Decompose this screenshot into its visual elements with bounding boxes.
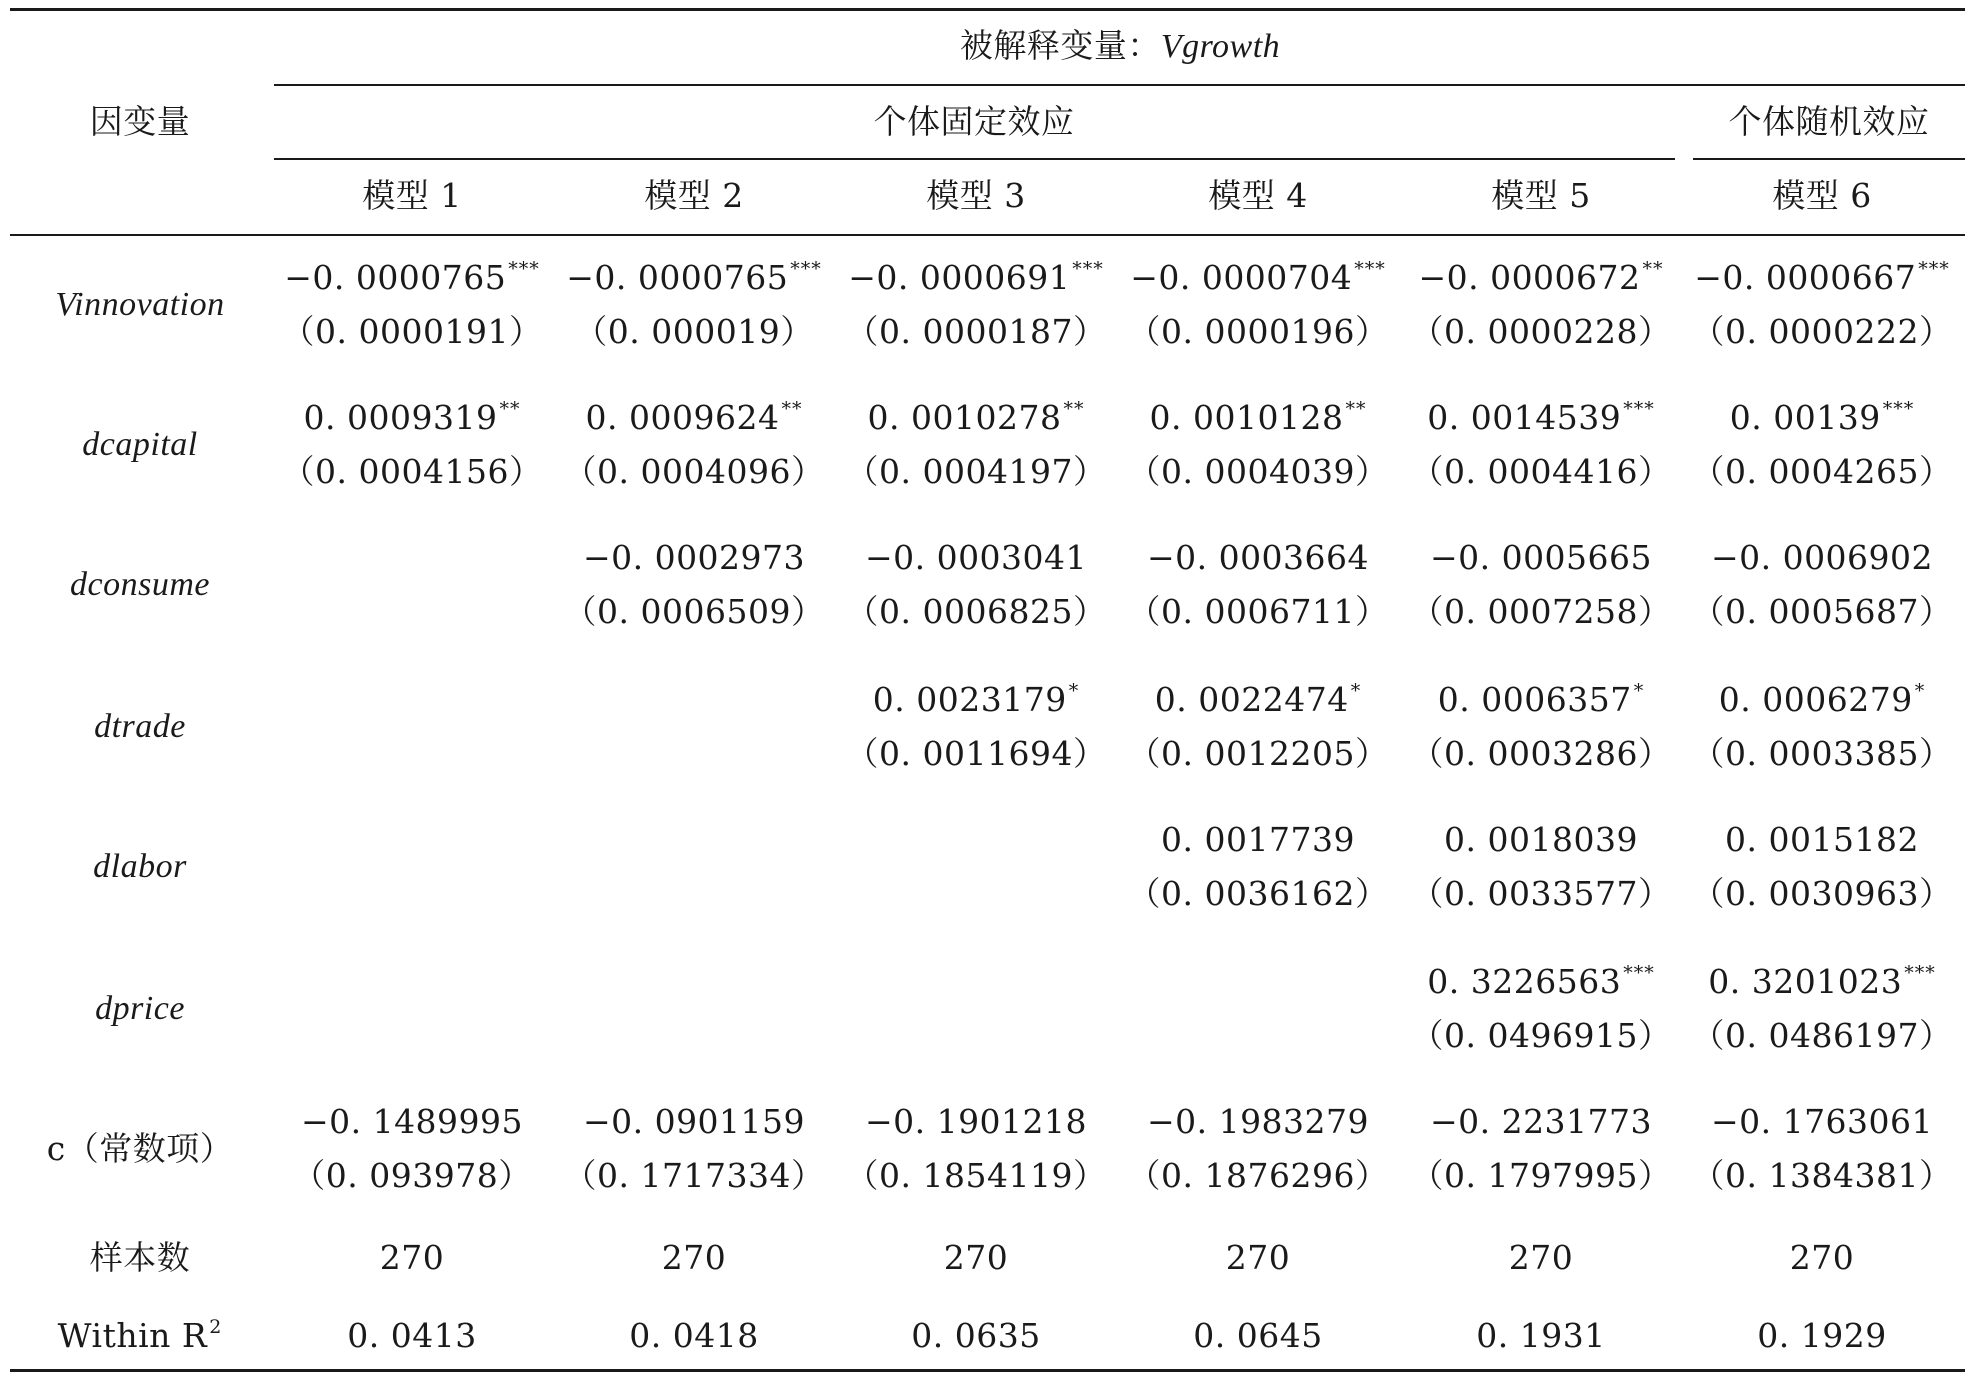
coefficient-cell [304, 398, 521, 443]
standard-error-cell: （0. 0004416） [1410, 452, 1672, 491]
bottom-rule [10, 1369, 1965, 1372]
coefficient-cell [583, 1102, 805, 1142]
coefficient-cell [873, 680, 1079, 725]
coefficient-value: 0. 0017739 [1161, 820, 1355, 859]
within-r2-value: 0. 0418 [629, 1316, 759, 1355]
coefficient-value: −0. 0003664 [1146, 538, 1370, 577]
significance-stars: ** [781, 398, 803, 420]
within-r2-superscript: 2 [209, 1316, 223, 1338]
standard-error-cell: （0. 1384381） [1691, 1156, 1953, 1195]
regression-table [10, 0, 1965, 1381]
coefficient-cell [1147, 538, 1369, 578]
standard-error-cell: （0. 1876296） [1127, 1156, 1389, 1195]
significance-stars: *** [508, 258, 540, 280]
significance-stars: ** [1642, 258, 1664, 280]
coefficient-value: 0. 0014539 [1427, 398, 1622, 437]
coefficient-cell [301, 1102, 523, 1142]
coefficient-cell [1155, 680, 1361, 725]
sample-size-value: 270 [1225, 1238, 1291, 1277]
model-header-5: 模型 5 [1491, 176, 1591, 215]
standard-error-cell: （0. 0486197） [1691, 1016, 1953, 1055]
standard-error-cell: （0. 0012205） [1127, 734, 1389, 773]
significance-stars: *** [1904, 962, 1936, 984]
standard-error-cell: （0. 0000196） [1127, 312, 1389, 351]
standard-error-cell: （0. 0004197） [845, 452, 1107, 491]
significance-stars: * [1068, 680, 1080, 702]
coefficient-cell [583, 538, 805, 578]
top-rule [10, 8, 1965, 11]
random-effects-group-label: 个体随机效应 [1728, 102, 1930, 141]
standard-error-cell: （0. 0004096） [563, 452, 825, 491]
coefficient-cell [1150, 398, 1367, 443]
row-label-0: Vinnovation [55, 286, 225, 323]
significance-stars: ** [499, 398, 521, 420]
fixed-effect-rule [274, 158, 1675, 160]
standard-error-cell: （0. 0011694） [845, 734, 1107, 773]
header-bottom-rule [10, 234, 1965, 236]
coefficient-value: 0. 0009319 [303, 398, 498, 437]
standard-error-cell: （0. 0005687） [1691, 592, 1953, 631]
within-r2-value: 0. 0645 [1193, 1316, 1323, 1355]
row-label-3: dtrade [94, 708, 186, 745]
explained-var-rule [274, 84, 1965, 86]
coefficient-cell [1418, 258, 1663, 303]
significance-stars: *** [1354, 258, 1386, 280]
standard-error-cell: （0. 0006509） [563, 592, 825, 631]
standard-error-cell: （0. 1717334） [563, 1156, 825, 1195]
coefficient-cell [566, 258, 822, 303]
row-label-4: dlabor [93, 848, 187, 885]
coefficient-value: 0. 0006279 [1718, 680, 1913, 719]
standard-error-cell: （0. 1854119） [845, 1156, 1107, 1195]
coefficient-cell [1694, 258, 1950, 303]
sample-size-value: 270 [1508, 1238, 1574, 1277]
significance-stars: * [1914, 680, 1926, 702]
coefficient-cell [1130, 258, 1386, 303]
coefficient-value: 0. 0009624 [585, 398, 780, 437]
model-header-1: 模型 1 [362, 176, 462, 215]
dependent-variable-label: 因变量 [89, 102, 191, 141]
coefficient-value: −0. 0002973 [582, 538, 806, 577]
within-r2-value: 0. 1931 [1476, 1316, 1606, 1355]
coefficient-value: −0. 0000765 [284, 258, 507, 297]
row-label-6: c（常数项） [46, 1129, 234, 1168]
row-label-1: dcapital [82, 426, 198, 463]
standard-error-cell: （0. 0496915） [1410, 1016, 1672, 1055]
within-r2-label-text: Within R [57, 1316, 208, 1355]
significance-stars: ** [1345, 398, 1367, 420]
significance-stars: *** [1918, 258, 1950, 280]
model-header-6: 模型 6 [1772, 176, 1872, 215]
coefficient-value: 0. 0010278 [867, 398, 1062, 437]
explained-variable-title [960, 26, 1280, 67]
coefficient-value: 0. 00139 [1729, 398, 1881, 437]
within-r2-value: 0. 1929 [1757, 1316, 1887, 1355]
fixed-effects-group-label: 个体固定效应 [873, 102, 1075, 141]
coefficient-value: 0. 3201023 [1708, 962, 1903, 1001]
sample-size-label: 样本数 [89, 1238, 191, 1277]
standard-error-cell: （0. 0000222） [1691, 312, 1953, 351]
row-label-2: dconsume [70, 566, 210, 603]
coefficient-value: −0. 0000672 [1418, 258, 1641, 297]
coefficient-cell [1725, 820, 1919, 860]
standard-error-cell: （0. 000019） [574, 312, 814, 351]
coefficient-value: −0. 0006902 [1710, 538, 1934, 577]
coefficient-value: −0. 2231773 [1429, 1102, 1653, 1141]
significance-stars: *** [1882, 398, 1915, 420]
coefficient-value: −0. 1489995 [300, 1102, 524, 1141]
coefficient-cell [868, 398, 1085, 443]
coefficient-cell [1444, 820, 1638, 860]
significance-stars: *** [790, 258, 822, 280]
standard-error-cell: （0. 0000228） [1410, 312, 1672, 351]
sample-size-value: 270 [661, 1238, 727, 1277]
sample-size-value: 270 [1789, 1238, 1855, 1277]
coefficient-value: −0. 0000667 [1694, 258, 1917, 297]
coefficient-value: −0. 0901159 [582, 1102, 806, 1141]
standard-error-cell: （0. 093978） [292, 1156, 532, 1195]
significance-stars: * [1350, 680, 1362, 702]
standard-error-cell: （0. 0006711） [1127, 592, 1389, 631]
model-header-4: 模型 4 [1208, 176, 1308, 215]
coefficient-value: −0. 0000691 [848, 258, 1071, 297]
standard-error-cell: （0. 0007258） [1410, 592, 1672, 631]
coefficient-cell [1711, 1102, 1933, 1142]
coefficient-cell [1711, 538, 1933, 578]
standard-error-cell: （0. 0000191） [281, 312, 543, 351]
coefficient-value: 0. 3226563 [1427, 962, 1622, 1001]
coefficient-cell [1730, 398, 1914, 443]
within-r2-label [58, 1316, 223, 1361]
row-label-5: dprice [95, 990, 185, 1027]
coefficient-cell [586, 398, 803, 443]
explained-variable-name: Vgrowth [1160, 28, 1281, 65]
coefficient-cell [284, 258, 540, 303]
coefficient-value: 0. 0023179 [872, 680, 1067, 719]
coefficient-cell [1719, 680, 1925, 725]
standard-error-cell: （0. 0033577） [1410, 874, 1672, 913]
coefficient-cell [1708, 962, 1935, 1007]
standard-error-cell: （0. 0006825） [845, 592, 1107, 631]
coefficient-value: −0. 0000704 [1130, 258, 1353, 297]
significance-stars: ** [1063, 398, 1085, 420]
coefficient-cell [1427, 398, 1654, 443]
coefficient-cell [1147, 1102, 1369, 1142]
coefficient-value: −0. 1763061 [1710, 1102, 1934, 1141]
coefficient-value: 0. 0006357 [1437, 680, 1632, 719]
significance-stars: *** [1072, 258, 1104, 280]
standard-error-cell: （0. 1797995） [1410, 1156, 1672, 1195]
standard-error-cell: （0. 0003286） [1410, 734, 1672, 773]
model-header-3: 模型 3 [926, 176, 1026, 215]
coefficient-value: −0. 0005665 [1429, 538, 1653, 577]
coefficient-cell [865, 1102, 1087, 1142]
coefficient-value: 0. 0018039 [1444, 820, 1638, 859]
coefficient-cell [865, 538, 1087, 578]
within-r2-value: 0. 0635 [911, 1316, 1041, 1355]
explained-variable-prefix: 被解释变量： [959, 26, 1161, 65]
sample-size-value: 270 [379, 1238, 445, 1277]
sample-size-value: 270 [943, 1238, 1009, 1277]
standard-error-cell: （0. 0004156） [281, 452, 543, 491]
coefficient-value: −0. 1983279 [1146, 1102, 1370, 1141]
coefficient-cell [848, 258, 1104, 303]
coefficient-value: −0. 0000765 [566, 258, 789, 297]
standard-error-cell: （0. 0004039） [1127, 452, 1389, 491]
standard-error-cell: （0. 0000187） [845, 312, 1107, 351]
coefficient-value: 0. 0022474 [1154, 680, 1349, 719]
significance-stars: * [1633, 680, 1645, 702]
significance-stars: *** [1623, 398, 1655, 420]
coefficient-cell [1430, 538, 1652, 578]
coefficient-cell [1430, 1102, 1652, 1142]
standard-error-cell: （0. 0030963） [1691, 874, 1953, 913]
significance-stars: *** [1623, 962, 1655, 984]
standard-error-cell: （0. 0036162） [1127, 874, 1389, 913]
model-header-2: 模型 2 [644, 176, 744, 215]
coefficient-value: −0. 0003041 [864, 538, 1088, 577]
random-effect-rule [1693, 158, 1965, 160]
coefficient-cell [1427, 962, 1654, 1007]
coefficient-value: 0. 0010128 [1149, 398, 1344, 437]
standard-error-cell: （0. 0004265） [1691, 452, 1953, 491]
coefficient-cell [1438, 680, 1644, 725]
coefficient-value: 0. 0015182 [1725, 820, 1919, 859]
within-r2-value: 0. 0413 [347, 1316, 477, 1355]
standard-error-cell: （0. 0003385） [1691, 734, 1953, 773]
coefficient-value: −0. 1901218 [864, 1102, 1088, 1141]
coefficient-cell [1161, 820, 1355, 860]
